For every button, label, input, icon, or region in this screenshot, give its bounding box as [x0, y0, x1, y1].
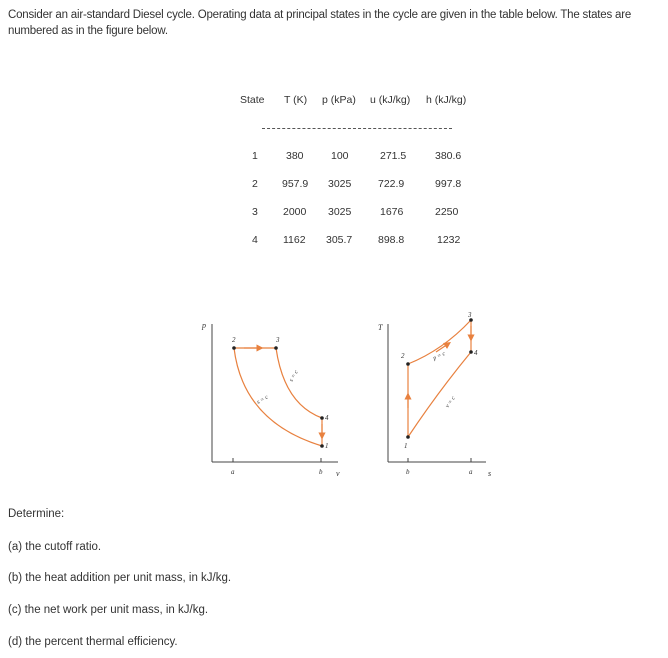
- row2-u: 722.9: [378, 178, 405, 190]
- pv-tick-a-label: a: [231, 468, 235, 476]
- row2-t: 957.9: [282, 178, 309, 190]
- pv-point-3: [274, 346, 278, 350]
- pv-label-2: 2: [232, 336, 236, 344]
- ts-diagram: [378, 312, 491, 478]
- row3-state: 3: [252, 206, 258, 218]
- pv-label-3: 3: [276, 336, 280, 344]
- pv-isentrope-label-2: s = c: [288, 369, 300, 383]
- header-state: State: [240, 94, 265, 106]
- pv-y-label: p: [202, 321, 206, 330]
- row1-h: 380.6: [435, 150, 462, 162]
- ts-point-4: [469, 350, 473, 354]
- row3-t: 2000: [283, 206, 307, 218]
- pv-point-1: [320, 444, 324, 448]
- row2-p: 3025: [328, 178, 352, 190]
- ts-label-3: 3: [468, 312, 472, 319]
- ts-label-4: 4: [474, 349, 478, 357]
- header-temperature: T (K): [284, 94, 308, 106]
- questions-heading: Determine:: [8, 508, 65, 520]
- row3-u: 1676: [380, 206, 404, 218]
- pv-label-1: 1: [325, 442, 329, 450]
- ts-isobar-label: p = c: [432, 350, 447, 362]
- ts-label-2: 2: [401, 352, 405, 360]
- row1-t: 380: [286, 150, 304, 162]
- header-internal-energy: u (kJ/kg): [370, 94, 411, 106]
- ts-isochore-label: v = c: [444, 395, 457, 410]
- ts-x-label: s: [488, 469, 492, 478]
- ts-point-1: [406, 435, 410, 439]
- question-d: (d) the percent thermal efficiency.: [8, 636, 178, 648]
- question-a: (a) the cutoff ratio.: [8, 541, 102, 553]
- row1-p: 100: [331, 150, 349, 162]
- pv-diagram: [201, 321, 340, 478]
- pv-process-1-2: [234, 348, 322, 446]
- row3-p: 3025: [328, 206, 352, 218]
- row1-state: 1: [252, 150, 258, 162]
- question-b: (b) the heat addition per unit mass, in kJ/kg.: [8, 572, 232, 584]
- question-c: (c) the net work per unit mass, in kJ/kg.: [8, 604, 209, 616]
- row3-h: 2250: [435, 206, 459, 218]
- row2-state: 2: [252, 178, 258, 190]
- pv-label-4: 4: [325, 414, 329, 422]
- ts-tick-b-label: b: [406, 468, 410, 476]
- row4-h: 1232: [437, 234, 461, 246]
- ts-label-1: 1: [404, 442, 408, 450]
- table-divider: [262, 128, 452, 129]
- header-enthalpy: h (kJ/kg): [426, 94, 467, 106]
- row4-p: 305.7: [326, 234, 353, 246]
- problem-intro: Consider an air-standard Diesel cycle. Operating data at principal states in the cycle are given in the table below. The states are numbered as in the figure below.: [8, 9, 632, 37]
- ts-point-2: [406, 362, 410, 366]
- row2-h: 997.8: [435, 178, 462, 190]
- pv-isentrope-label-1: s = c: [256, 394, 270, 406]
- pv-tick-b-label: b: [319, 468, 323, 476]
- row4-t: 1162: [283, 234, 306, 246]
- ts-y-label: T: [378, 323, 383, 332]
- pv-point-2: [232, 346, 236, 350]
- row4-state: 4: [252, 234, 258, 246]
- row1-u: 271.5: [380, 150, 407, 162]
- ts-tick-a-label: a: [469, 468, 473, 476]
- header-pressure: p (kPa): [322, 94, 356, 106]
- pv-process-3-4: [276, 348, 322, 418]
- pv-x-label: v: [336, 469, 340, 478]
- pv-point-4: [320, 416, 324, 420]
- row4-u: 898.8: [378, 234, 405, 246]
- cycle-diagrams: [198, 312, 498, 482]
- ts-process-4-1: [408, 352, 471, 437]
